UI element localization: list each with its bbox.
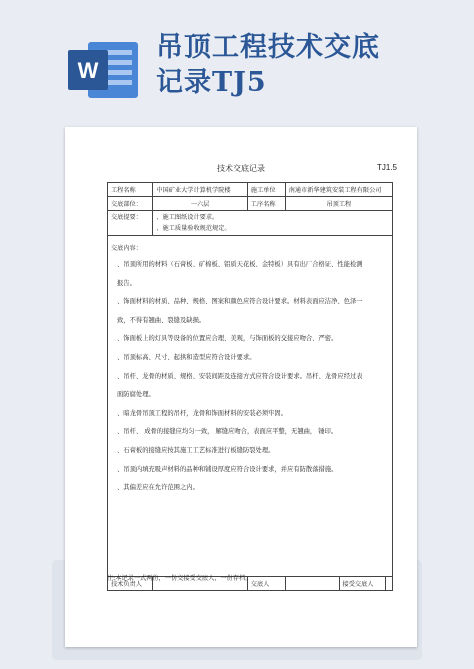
contractor-value: 南通市新华建筑安装工程有限公司 <box>285 183 392 197</box>
receiver-value <box>386 577 393 591</box>
project-name-value: 中国矿业大学计算机学院楼 <box>153 183 247 197</box>
content-line: 面防腐处理。 <box>117 391 155 399</box>
brief-items <box>153 211 393 236</box>
brief-item: 、施工图纸设计要求。 <box>156 214 219 221</box>
content-lines <box>111 252 389 494</box>
content-line: 、吊顶所用的材料（石膏板、矿棉板、铝质天花板、金特板）具有出厂合格证、性能检测 <box>117 261 363 268</box>
work-label: 工序名称 <box>247 197 285 211</box>
word-icon <box>66 40 140 100</box>
page-title <box>156 30 456 100</box>
project-name-label: 工程名称 <box>108 183 153 197</box>
content-line: 、吊顶标高、尺寸、起拱和造型应符合设计要求。 <box>117 353 256 361</box>
content-line: 、暗龙骨吊顶工程的吊杆，龙骨和饰面材料的安装必须牢固。 <box>117 409 288 417</box>
content-line: 、其偏差应在允许范围之内。 <box>117 484 199 492</box>
table-row <box>108 183 393 197</box>
title-line-2: 记录TJ5 <box>156 67 267 98</box>
table-row <box>108 211 393 236</box>
part-label: 交底部位： <box>108 197 153 211</box>
footnote: 注:本记录一式两份，一份交接受交底人，一份存档。 <box>107 575 252 582</box>
content-line: 、石膏板的接缝应按其施工工艺标准进行板缝防裂处理。 <box>117 446 275 454</box>
disclosure-form <box>107 182 393 591</box>
brief-item: 、施工质量验收规范规定。 <box>156 225 231 232</box>
document-sheet <box>65 127 417 647</box>
svg-text:W: W <box>77 58 99 83</box>
part-value: 一六层 <box>153 197 247 211</box>
table-row <box>108 197 393 211</box>
title-line-1: 吊顶工程技术交底 <box>156 32 380 63</box>
receiver-label: 接受交底人 <box>339 577 385 591</box>
discloser-label: 交底人 <box>247 577 285 591</box>
work-value: 吊顶工程 <box>285 197 392 211</box>
content-cell <box>108 236 393 577</box>
table-row <box>108 236 393 577</box>
content-line: 致，不得有翘曲、裂缝及缺损。 <box>117 316 206 324</box>
document-code: TJ1.5 <box>376 163 397 172</box>
tech-lead-label: 技术负责人 <box>108 577 153 591</box>
contractor-label: 施工单位 <box>247 183 285 197</box>
discloser-value <box>285 577 339 591</box>
content-line: 、吊杆、 成骨的接缝应均匀一致， 解缝应吻合，表面应平整，无翘曲， 锤印。 <box>117 428 338 436</box>
content-line: 、饰面板上的灯具等设备的位置应合理、美观，与饰面板的交接应吻合、严密。 <box>117 335 338 343</box>
document-title: 技术交底记录 <box>217 164 265 173</box>
content-line: 、饰面材料的材质、品种、规格、图案和颜色应符合设计要求。材料表面应洁净、色泽一 <box>117 298 363 306</box>
brief-label: 交底提要： <box>108 211 153 236</box>
content-line: 、吊顶内填充吸声材料的品种和铺设厚度应符合设计要求，并应有防散落措施。 <box>117 465 338 473</box>
content-line: 、吊杆、龙骨的材质、规格、安装间距及连接方式应符合设计要求。吊杆、龙骨应经过表 <box>117 372 363 380</box>
content-line: 报告。 <box>117 279 136 287</box>
content-label: 交底内容： <box>111 245 142 252</box>
